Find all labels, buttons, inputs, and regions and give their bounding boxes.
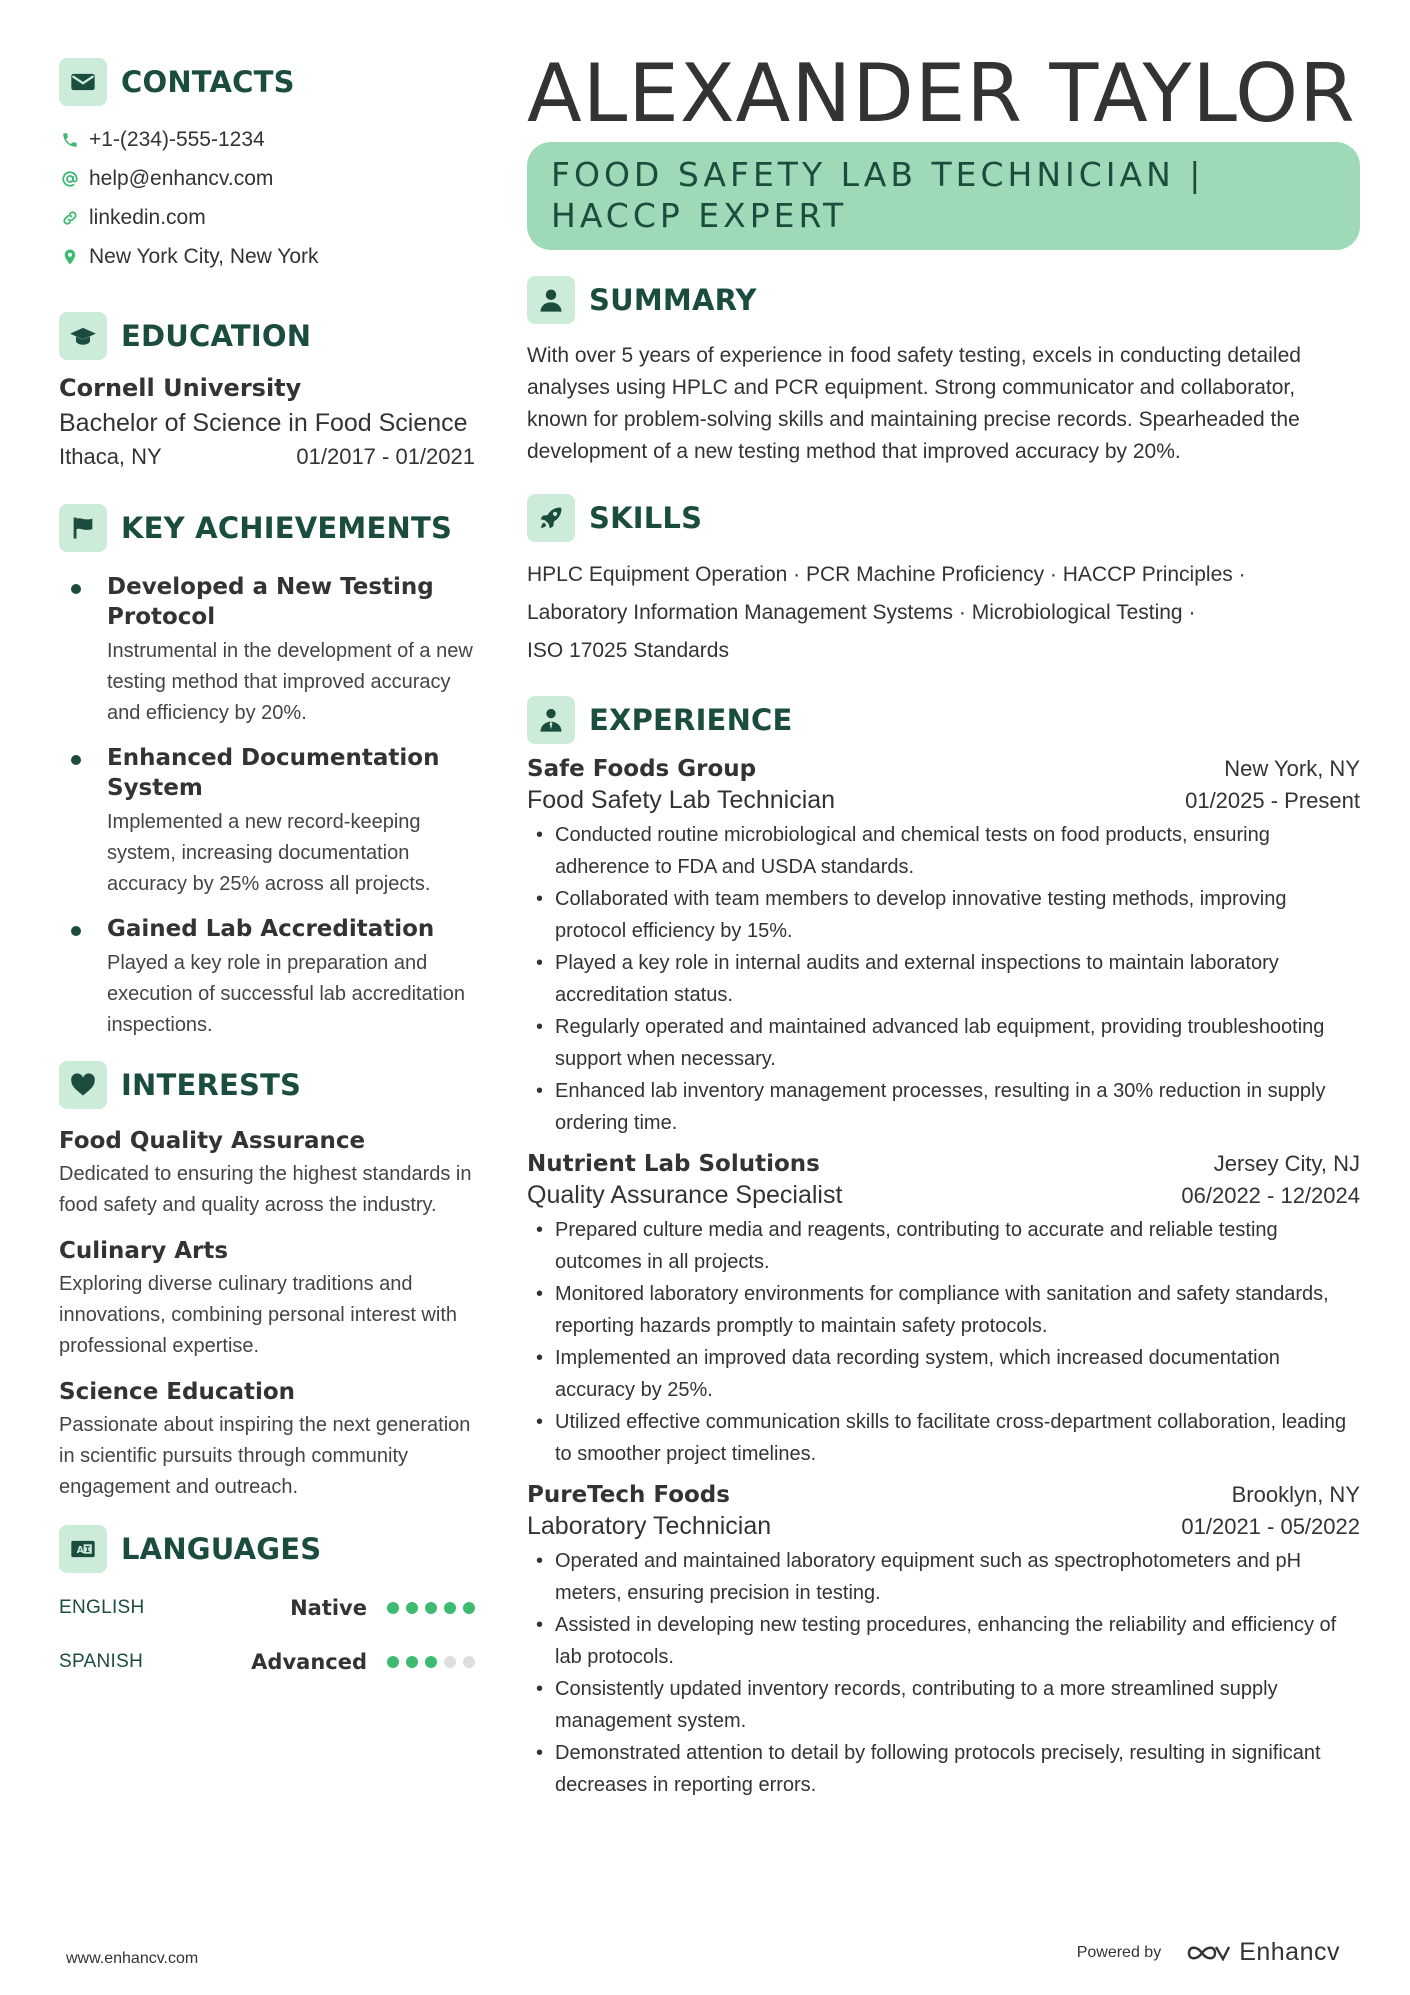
at-icon [59,168,81,190]
job-dates: 06/2022 - 12/2024 [1181,1183,1360,1208]
job-entry [527,1482,1360,1801]
experience-header [527,696,1360,744]
language-level: Advanced [251,1650,367,1674]
experience-title: EXPERIENCE [589,703,793,737]
location-text: New York City, New York [89,244,319,268]
summary-title: SUMMARY [589,283,757,317]
interest-item [59,1125,475,1221]
job-bullet: • Operated and maintained laboratory equipment such as spectrophotometers and pH meters, ensuring precision in testing. [527,1545,1360,1609]
left-column [59,58,475,1689]
interest-title: Food Quality Assurance [59,1128,366,1154]
powered-by-label: Powered by [1076,1943,1162,1961]
job-location: New York, NY [1224,756,1360,781]
achievement-item [59,743,475,900]
job-bullet: • Monitored laboratory environments for compliance with sanitation and safety standards, reporting hazards promptly to maintain safety protocols. [527,1278,1360,1342]
languages-header [59,1525,475,1573]
brand-logo [1185,1938,1340,1967]
powered-by[interactable] [1077,1938,1340,1967]
summary-section [527,276,1360,468]
phone-text: +1-(234)-555-1234 [89,127,265,151]
briefcase-person-icon [527,696,575,744]
location-pin-icon [59,246,81,268]
interests-title: INTERESTS [121,1068,302,1102]
job-location: Brooklyn, NY [1231,1482,1360,1507]
candidate-name: ALEXANDER TAYLOR [527,47,1356,140]
rating-dot-filled [444,1602,456,1614]
interest-title: Science Education [59,1379,296,1405]
enhancv-logo-icon [1185,1940,1231,1966]
education-school: Cornell University [59,374,302,402]
heart-icon [59,1061,107,1109]
education-dates: 01/2017 - 01/2021 [296,444,475,469]
interest-item [59,1376,475,1503]
contact-linkedin[interactable] [59,198,475,237]
job-bullets [527,1545,1360,1801]
rating-dot-filled [387,1656,399,1668]
language-rating [387,1656,475,1668]
skill-item: Laboratory Information Management Systems [527,601,954,624]
job-company: PureTech Foods [527,1482,730,1508]
interest-desc: Exploring diverse culinary traditions and innovations, combining personal interest with professional expertise. [59,1273,457,1357]
job-role: Quality Assurance Specialist [527,1181,843,1209]
language-rating [387,1602,475,1614]
candidate-title: FOOD SAFETY LAB TECHNICIAN | HACCP EXPERT [551,155,1205,235]
education-degree: Bachelor of Science in Food Science [59,409,468,437]
flag-icon [59,504,107,552]
rating-dot-filled [425,1602,437,1614]
languages-title: LANGUAGES [121,1532,322,1566]
skills-header [527,494,1360,542]
interest-desc: Dedicated to ensuring the highest standards in food safety and quality across the industry. [59,1163,472,1216]
job-bullet: • Assisted in developing new testing procedures, enhancing the reliability and efficiency of lab protocols. [527,1609,1360,1673]
job-company: Nutrient Lab Solutions [527,1151,820,1177]
education-header [59,312,475,360]
job-bullet: • Consistently updated inventory records, contributing to a more streamlined supply management system. [527,1673,1360,1737]
bullet-icon [71,584,81,594]
svg-text:A: A [76,1545,84,1557]
education-location: Ithaca, NY [59,444,162,469]
rocket-icon [527,494,575,542]
job-bullets [527,819,1360,1139]
bullet-icon [71,755,81,765]
achievements-title: KEY ACHIEVEMENTS [121,511,453,545]
achievement-desc: Instrumental in the development of a new testing method that improved accuracy and efficiency by 20%. [107,640,473,724]
email-text: help@enhancv.com [89,166,274,190]
job-entry [527,756,1360,1139]
graduation-cap-icon [59,312,107,360]
achievement-title: Developed a New Testing Protocol [107,574,434,630]
skill-item: HACCP Principles [1062,563,1233,586]
skills-title: SKILLS [589,501,703,535]
rating-dot-filled [463,1602,475,1614]
language-name: SPANISH [59,1651,144,1672]
achievement-desc: Implemented a new record-keeping system, increasing documentation accuracy by 25% across all projects. [107,811,431,895]
job-dates: 01/2025 - Present [1185,788,1360,813]
summary-header [527,276,1360,324]
job-bullet: • Regularly operated and maintained advanced lab equipment, providing troubleshooting support when necessary. [527,1011,1360,1075]
achievement-title: Gained Lab Accreditation [107,916,435,942]
brand-name: Enhancv [1239,1938,1340,1966]
job-role: Laboratory Technician [527,1512,772,1540]
person-icon [527,276,575,324]
achievements-header [59,504,475,552]
job-bullet: • Conducted routine microbiological and chemical tests on food products, ensuring adherence to FDA and USDA standards. [527,819,1360,883]
contact-email[interactable] [59,159,475,198]
job-dates: 01/2021 - 05/2022 [1181,1514,1360,1539]
skills-section [527,494,1360,670]
title-banner [527,142,1360,250]
language-name: ENGLISH [59,1597,145,1618]
interest-title: Culinary Arts [59,1238,229,1264]
job-bullet: • Enhanced lab inventory management processes, resulting in a 30% reduction in supply ordering time. [527,1075,1360,1139]
contact-location [59,237,475,276]
skill-item: Microbiological Testing [971,601,1183,624]
education-meta [59,444,475,470]
job-role: Food Safety Lab Technician [527,786,836,814]
contact-phone[interactable] [59,120,475,159]
interest-desc: Passionate about inspiring the next generation in scientific pursuits through community engagement and outreach. [59,1414,471,1498]
rating-dot-empty [444,1656,456,1668]
job-bullet: • Utilized effective communication skills to facilitate cross-department collaboration, leading to smoother project timelines. [527,1406,1360,1470]
right-column [527,46,1360,1813]
skill-item: PCR Machine Proficiency [805,563,1045,586]
language-row [59,1581,475,1635]
job-company: Safe Foods Group [527,756,757,782]
achievement-item [59,572,475,729]
education-title: EDUCATION [121,319,312,353]
job-bullet: • Prepared culture media and reagents, contributing to accurate and reliable testing outcomes in all projects. [527,1214,1360,1278]
summary-text: With over 5 years of experience in food safety testing, excels in conducting detailed analyses using HPLC and PCR equipment. Strong communicator and collaborator, known for problem-solving skills and maintaining precise records. Spearheaded the development of a new testing method that improved accuracy by 20%. [527,344,1301,463]
linkedin-text: linkedin.com [89,205,206,229]
achievement-item [59,914,475,1041]
footer-url[interactable]: www.enhancv.com [66,1950,199,1967]
rating-dot-empty [463,1656,475,1668]
skill-item: ISO 17025 Standards [527,639,729,662]
job-bullets [527,1214,1360,1470]
job-bullet: • Demonstrated attention to detail by following protocols precisely, resulting in significant decreases in reporting errors. [527,1737,1360,1801]
job-bullet: • Played a key role in internal audits and external inspections to maintain laboratory accreditation status. [527,947,1360,1011]
bullet-icon [71,926,81,936]
rating-dot-filled [406,1656,418,1668]
phone-icon [59,129,81,151]
job-location: Jersey City, NJ [1213,1151,1360,1176]
interest-item [59,1235,475,1362]
rating-dot-filled [406,1602,418,1614]
achievement-title: Enhanced Documentation System [107,745,440,801]
experience-section [527,696,1360,1801]
contacts-header [59,58,475,106]
job-bullet: • Implemented an improved data recording system, which increased documentation accuracy by 25%. [527,1342,1360,1406]
language-icon [59,1525,107,1573]
contacts-title: CONTACTS [121,65,295,99]
envelope-icon [59,58,107,106]
interests-header [59,1061,475,1109]
job-entry [527,1151,1360,1470]
rating-dot-filled [387,1602,399,1614]
skills-list: HPLC Equipment Operation · PCR Machine Proficiency · HACCP Principles · Laboratory Information Management Systems · Microbiological Testing · ISO 17025 Standards [527,563,1246,662]
skill-item: HPLC Equipment Operation [527,563,788,586]
link-icon [59,207,81,229]
rating-dot-filled [425,1656,437,1668]
job-bullet: • Collaborated with team members to develop innovative testing methods, improving protocol efficiency by 15%. [527,883,1360,947]
language-level: Native [290,1596,367,1620]
language-row [59,1635,475,1689]
achievement-desc: Played a key role in preparation and execution of successful lab accreditation inspections. [107,952,465,1036]
